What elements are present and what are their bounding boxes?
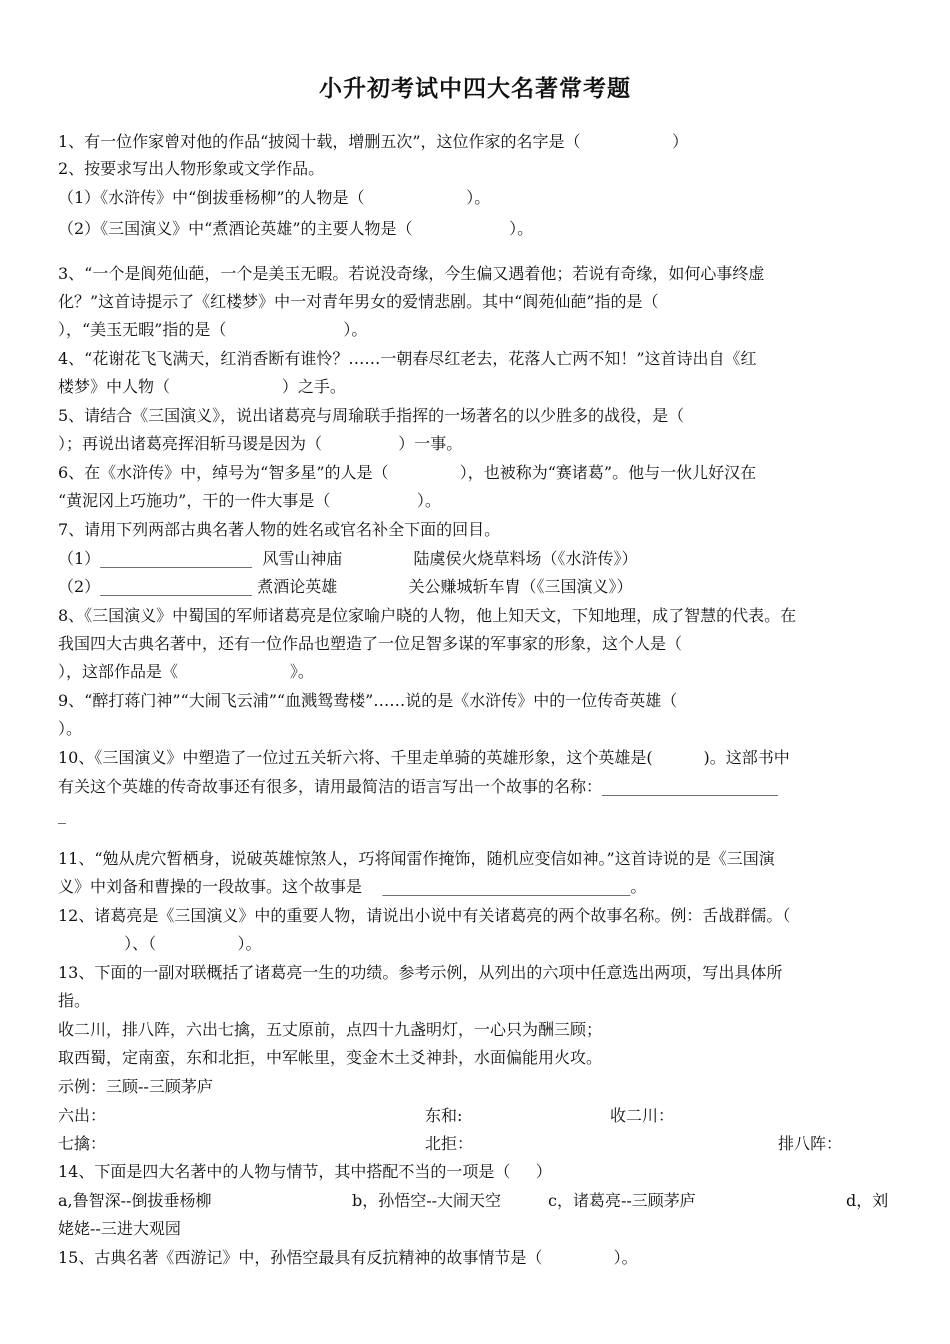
question-7-part-2: （2）___________________ 煮酒论英雄 关公赚城斩车胄（《三国演义》） <box>58 577 633 596</box>
question-11-line-2: 义》中刘备和曹操的一段故事。这个故事是 _______________________________。 <box>58 877 647 896</box>
question-7: 7、请用下列两部古典名著人物的姓名或官名补全下面的回目。 <box>58 520 501 539</box>
question-3-line-3: ），“美玉无暇”指的是（ ）。 <box>58 320 368 339</box>
question-4-line-1: 4、“花谢花飞飞满天，红消香断有谁怜？……一朝春尽红老去，花落人亡两不知！”这首诗出自《红 <box>58 349 757 368</box>
couplet-line-2: 取西蜀，定南蛮，东和北拒，中军帐里，变金木土爻神卦，水面偏能用火攻。 <box>58 1048 603 1067</box>
slot-paibazhen: 排八阵： <box>778 1134 843 1153</box>
question-12-line-2: ）、（ ）。 <box>58 934 262 953</box>
slot-beiju: 北拒： <box>425 1134 474 1153</box>
question-2: 2、按要求写出人物形象或文学作品。 <box>58 159 325 178</box>
slot-liuchu: 六出： <box>58 1106 107 1125</box>
example-line: 示例：三顾--三顾茅庐 <box>58 1077 213 1096</box>
question-2-part-2: （2）《三国演义》中“煮酒论英雄”的主要人物是（ ）。 <box>58 219 534 238</box>
question-1: 1、有一位作家曾对他的作品“披阅十载，增删五次”，这位作家的名字是（ ） <box>58 132 689 151</box>
question-12-line-1: 12、诸葛亮是《三国演义》中的重要人物，请说出小说中有关诸葛亮的两个故事名称。例：舌战群儒。（ <box>58 906 791 925</box>
slot-qiqin: 七擒： <box>58 1134 107 1153</box>
q14-option-c: c，诸葛亮--三顾茅庐 <box>548 1191 696 1210</box>
question-2-part-1: （1）《水浒传》中“倒拔垂杨柳”的人物是（ ）。 <box>58 188 491 207</box>
question-4-line-2: 楼梦》中人物（ ）之手。 <box>58 377 346 396</box>
question-10-line-3: _ <box>58 805 66 824</box>
question-8-line-3: ），这部作品是《 》。 <box>58 662 314 681</box>
question-5-line-1: 5、请结合《三国演义》，说出诸葛亮与周瑜联手指挥的一场著名的以少胜多的战役，是（ <box>58 406 685 425</box>
question-9-line-1: 9、“醉打蒋门神”“大闹飞云浦”“血溅鸳鸯楼”……说的是《水浒传》中的一位传奇英雄（ <box>58 691 678 710</box>
question-10-line-2: 有关这个英雄的传奇故事还有很多，请用最简洁的语言写出一个故事的名称：______________________ <box>58 777 779 796</box>
q14-option-d-cont: 姥姥--三进大观园 <box>58 1219 181 1238</box>
q14-option-d: d，刘 <box>846 1191 889 1210</box>
question-14: 14、下面是四大名著中的人物与情节，其中搭配不当的一项是（ ） <box>58 1162 552 1181</box>
slot-donghe: 东和: <box>425 1106 463 1125</box>
question-8-line-1: 8、《三国演义》中蜀国的军师诸葛亮是位家喻户晓的人物，他上知天文，下知地理，成了智慧的代表。在 <box>58 606 797 625</box>
question-7-part-1: （1）___________________ 风雪山神庙 陆虞侯火烧草料场（《水浒传》） <box>58 549 638 568</box>
question-8-line-2: 我国四大古典名著中，还有一位作品也塑造了一位足智多谋的军事家的形象，这个人是（ <box>58 634 683 653</box>
question-11-line-1: 11、“勉从虎穴暂栖身，说破英雄惊煞人，巧将闻雷作掩饰，随机应变信如神。”这首诗说的是《三国演 <box>58 849 775 868</box>
question-13-line-1: 13、下面的一副对联概括了诸葛亮一生的功绩。参考示例，从列出的六项中任意选出两项，写出具体所 <box>58 963 783 982</box>
question-3-line-1: 3、“一个是阆苑仙葩，一个是美玉无暇。若说没奇缘，今生偏又遇着他；若说有奇缘，如何心事终虚 <box>58 264 765 283</box>
question-6-line-2: “黄泥冈上巧施功”，干的一件大事是（ ）。 <box>58 491 441 510</box>
question-5-line-2: ）；再说出诸葛亮挥泪斩马谡是因为（ ）一事。 <box>58 434 463 453</box>
question-15: 15、古典名著《西游记》中，孙悟空最具有反抗精神的故事情节是（ ）。 <box>58 1248 638 1267</box>
question-6-line-1: 6、在《水浒传》中，绰号为“智多星”的人是（ ），也被称为“赛诸葛”。他与一伙儿好汉在 <box>58 463 757 482</box>
question-10-line-1: 10、《三国演义》中塑造了一位过五关斩六将、千里走单骑的英雄形象，这个英雄是( )。这部书中 <box>58 748 790 767</box>
page-title: 小升初考试中四大名著常考题 <box>319 75 631 102</box>
question-13-line-2: 指。 <box>58 991 91 1010</box>
q14-option-b: b，孙悟空--大闹天空 <box>352 1191 502 1210</box>
question-3-line-2: 化？”这首诗提示了《红楼梦》中一对青年男女的爱情悲剧。其中“阆苑仙葩”指的是（ <box>58 292 659 311</box>
slot-shouerchuan: 收二川： <box>610 1106 675 1125</box>
couplet-line-1: 收二川，排八阵，六出七擒，五丈原前，点四十九盏明灯，一心只为酬三顾； <box>58 1020 603 1039</box>
question-9-line-2: ）。 <box>58 719 83 738</box>
q14-option-a: a,鲁智深--倒拔垂杨柳 <box>58 1191 212 1210</box>
